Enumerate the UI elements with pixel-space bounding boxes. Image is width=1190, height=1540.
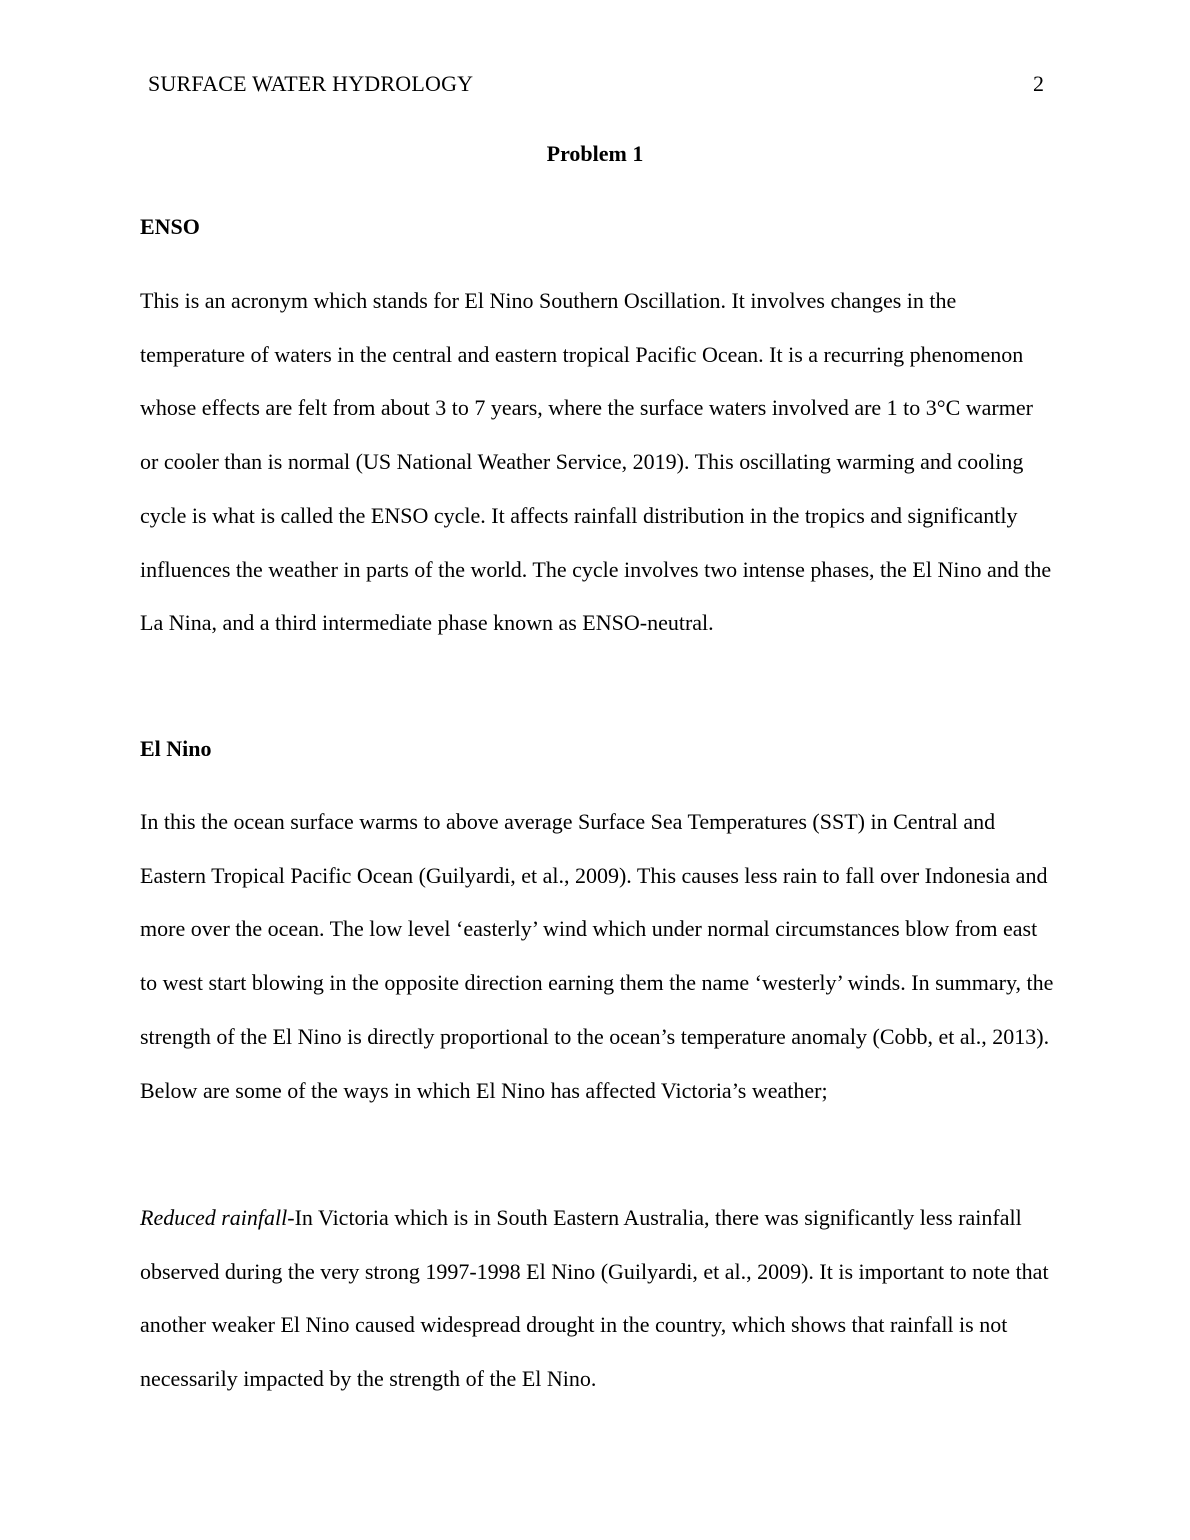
page-title: Problem 1 [546,141,644,166]
paragraph-enso: This is an acronym which stands for El Nino Southern Oscillation. It involves changes in the temperature of waters in the central and eastern tropical Pacific Ocean. It is a recurring phenomenon whose effects are felt from about 3 to 7 years, where the surface waters involved are 1 to 3°C warmer or cooler than is normal (US National Weather Service, 2019). This oscillating warming and cooling cycle is what is called the ENSO cycle. It affects rainfall distribution in the tropics and significantly influences the weather in parts of the world. The cycle involves two intense phases, the El Nino and the La Nina, and a third intermediate phase known as ENSO-neutral. [140,288,1052,636]
paragraph-reduced-rainfall [140,1191,1055,1406]
section-heading-enso: ENSO [140,214,200,239]
reduced-rainfall-lead: Reduced rainfall [140,1205,288,1230]
running-head: SURFACE WATER HYDROLOGY [148,71,474,96]
paragraph-el-nino: In this the ocean surface warms to above average Surface Sea Temperatures (SST) in Central and Eastern Tropical Pacific Ocean (Guilyardi, et al., 2009). This causes less rain to fall over Indonesia and more over the ocean. The low level ‘easterly’ wind which under normal circumstances blow from east to west start blowing in the opposite direction earning them the name ‘westerly’ winds. In summary, the strength of the El Nino is directly proportional to the ocean’s temperature anomaly (Cobb, et al., 2013). Below are some of the ways in which El Nino has affected Victoria’s weather; [140,809,1054,1103]
page-number: 2 [1033,71,1044,96]
reduced-rainfall-text: -In Victoria which is in South Eastern Australia, there was significantly less rainfall observed during the very strong 1997-1998 El Nino (Guilyardi, et al., 2009). It is important to note that another weaker El Nino caused widespread drought in the country, which shows that rainfall is not necessarily impacted by the strength of the El Nino. [140,1205,1049,1392]
section-heading-el-nino: El Nino [140,736,212,761]
